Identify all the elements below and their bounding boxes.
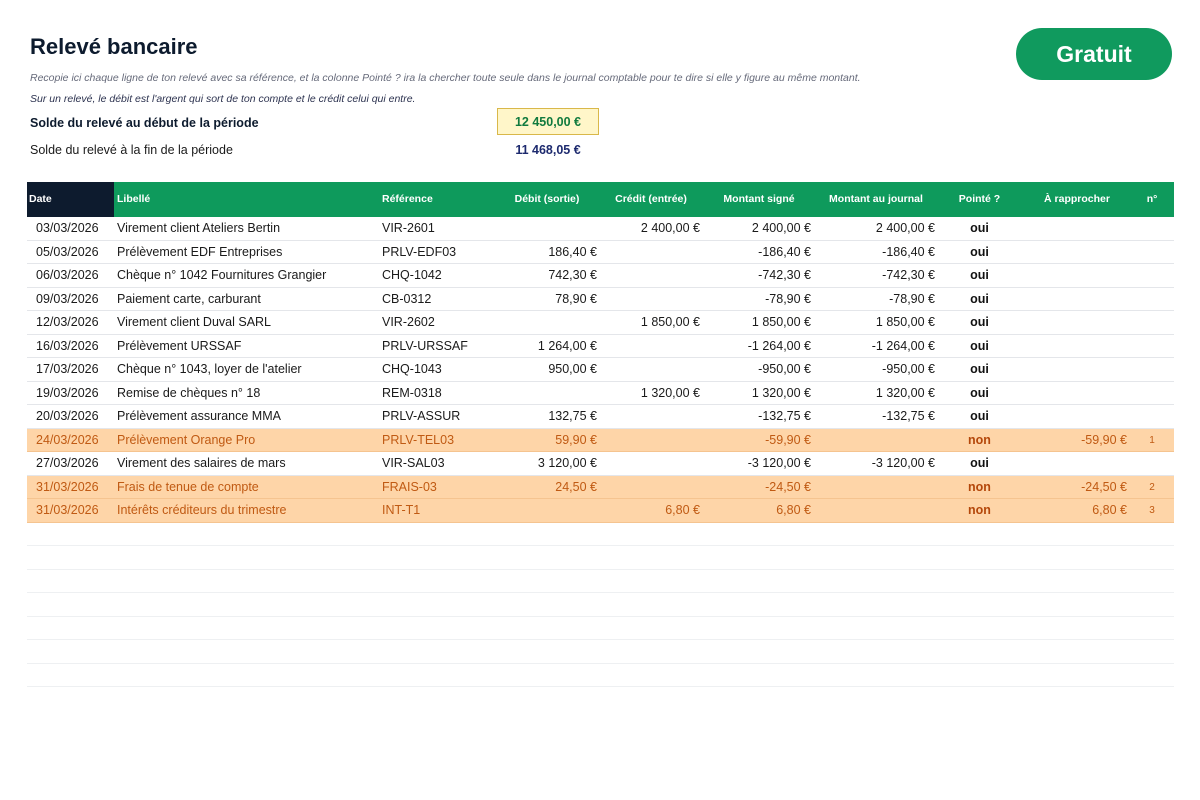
cell-reconcile[interactable]: -24,50 € (1081, 479, 1127, 494)
cell-number[interactable]: 1 (1149, 434, 1155, 446)
cell-signed-amount[interactable]: -132,75 € (758, 409, 811, 423)
cell-debit[interactable]: 3 120,00 € (537, 456, 597, 470)
cell-pointed[interactable]: oui (970, 268, 989, 282)
cell-label[interactable]: Virement client Ateliers Bertin (117, 221, 281, 235)
statement-table (27, 182, 1174, 687)
cell-signed-amount[interactable]: -742,30 € (758, 268, 811, 282)
empty-row[interactable] (27, 523, 1174, 547)
cell-debit[interactable]: 132,75 € (548, 409, 597, 423)
table-row[interactable] (27, 264, 1174, 288)
cell-label[interactable]: Intérêts créditeurs du trimestre (117, 503, 287, 517)
table-header (27, 182, 1174, 217)
cell-pointed[interactable]: non (968, 503, 991, 517)
cell-pointed[interactable]: oui (970, 291, 989, 306)
empty-row[interactable] (27, 546, 1174, 570)
table-row[interactable] (27, 241, 1174, 265)
cell-signed-amount[interactable]: -59,90 € (765, 432, 811, 447)
cell-reference[interactable]: PRLV-URSSAF (382, 338, 468, 353)
cell-label[interactable]: Prélèvement Orange Pro (117, 432, 256, 447)
empty-row[interactable] (27, 570, 1174, 594)
cell-pointed[interactable]: oui (970, 244, 989, 259)
cell-reference[interactable]: CB-0312 (382, 291, 432, 306)
table-row[interactable] (27, 476, 1174, 500)
table-body (27, 217, 1174, 687)
cell-date[interactable]: 09/03/2026 (36, 291, 99, 306)
header-number[interactable]: n° (1146, 193, 1158, 205)
cell-pointed[interactable]: oui (970, 456, 989, 470)
cell-pointed[interactable]: oui (970, 409, 989, 423)
empty-row[interactable] (27, 664, 1174, 688)
table-row[interactable] (27, 499, 1174, 523)
start-balance-label: Solde du relevé au début de la période (30, 116, 259, 130)
empty-row[interactable] (27, 617, 1174, 641)
empty-row[interactable] (27, 593, 1174, 617)
cell-reference[interactable]: CHQ-1043 (382, 362, 442, 376)
cell-date[interactable]: 31/03/2026 (36, 503, 99, 517)
cell-reference[interactable]: PRLV-ASSUR (382, 409, 461, 423)
cell-date[interactable]: 12/03/2026 (36, 315, 99, 329)
header-reference[interactable]: Référence (382, 193, 433, 205)
header-date[interactable]: Date (29, 193, 52, 205)
cell-number[interactable]: 2 (1149, 481, 1155, 493)
header-signed-amount[interactable]: Montant signé (723, 193, 795, 205)
cell-debit[interactable]: 742,30 € (548, 268, 597, 282)
cell-credit[interactable]: 1 850,00 € (640, 315, 700, 329)
header-pointed[interactable]: Pointé ? (958, 193, 1001, 205)
cell-label[interactable]: Paiement carte, carburant (117, 291, 261, 306)
cell-signed-amount[interactable]: 1 850,00 € (751, 315, 811, 329)
table-row[interactable] (27, 335, 1174, 359)
cell-date[interactable]: 03/03/2026 (36, 221, 99, 235)
table-row[interactable] (27, 405, 1174, 429)
cell-journal-amount[interactable]: -3 120,00 € (871, 456, 935, 470)
cell-journal-amount[interactable]: 1 320,00 € (875, 385, 935, 400)
cell-signed-amount[interactable]: -3 120,00 € (747, 456, 811, 470)
cell-label[interactable]: Remise de chèques n° 18 (117, 385, 261, 400)
cell-pointed[interactable]: oui (970, 315, 989, 329)
table-row[interactable] (27, 429, 1174, 453)
cell-pointed[interactable]: non (968, 432, 991, 447)
free-badge-button[interactable]: Gratuit (1016, 28, 1172, 80)
cell-reference[interactable]: VIR-2601 (382, 221, 435, 235)
cell-journal-amount[interactable]: -78,90 € (889, 291, 935, 306)
header-debit[interactable]: Débit (sortie) (514, 193, 580, 205)
cell-debit[interactable]: 186,40 € (548, 244, 597, 259)
cell-journal-amount[interactable]: 1 850,00 € (875, 315, 935, 329)
cell-credit[interactable]: 6,80 € (665, 503, 700, 517)
cell-label[interactable]: Prélèvement assurance MMA (117, 409, 281, 423)
cell-credit[interactable]: 2 400,00 € (640, 221, 700, 235)
cell-debit[interactable]: 1 264,00 € (537, 338, 597, 353)
cell-signed-amount[interactable]: -950,00 € (758, 362, 811, 376)
cell-pointed[interactable]: oui (970, 385, 989, 400)
cell-reconcile[interactable]: 6,80 € (1092, 503, 1127, 517)
cell-signed-amount[interactable]: 6,80 € (776, 503, 811, 517)
header-credit[interactable]: Crédit (entrée) (615, 193, 687, 205)
cell-date[interactable]: 16/03/2026 (36, 338, 99, 353)
page-title: Relevé bancaire (30, 34, 198, 59)
cell-label[interactable]: Prélèvement EDF Entreprises (117, 244, 283, 259)
instruction-note: Recopie ici chaque ligne de ton relevé avec sa référence, et la colonne Pointé ? ira la chercher toute seule dans le journal comptable pour te dire si elle y figure au même montant. (30, 72, 861, 84)
cell-label[interactable]: Chèque n° 1043, loyer de l'atelier (117, 362, 302, 376)
cell-date[interactable]: 06/03/2026 (36, 268, 99, 282)
cell-reference[interactable]: INT-T1 (382, 503, 421, 517)
cell-reconcile[interactable]: -59,90 € (1081, 432, 1127, 447)
cell-reference[interactable]: REM-0318 (382, 385, 442, 400)
cell-journal-amount[interactable]: 2 400,00 € (875, 221, 935, 235)
table-row[interactable] (27, 382, 1174, 406)
cell-journal-amount[interactable]: -186,40 € (882, 244, 935, 259)
table-row[interactable] (27, 288, 1174, 312)
cell-date[interactable]: 20/03/2026 (36, 409, 99, 423)
cell-label[interactable]: Chèque n° 1042 Fournitures Grangier (117, 268, 327, 282)
cell-signed-amount[interactable]: 2 400,00 € (751, 221, 811, 235)
cell-date[interactable]: 27/03/2026 (36, 456, 99, 470)
cell-reference[interactable]: VIR-2602 (382, 315, 435, 329)
cell-label[interactable]: Prélèvement URSSAF (117, 338, 242, 353)
cell-pointed[interactable]: oui (970, 338, 989, 353)
header-label[interactable]: Libellé (117, 193, 151, 205)
cell-reference[interactable]: PRLV-EDF03 (382, 244, 457, 259)
cell-date[interactable]: 17/03/2026 (36, 362, 99, 376)
cell-signed-amount[interactable]: -186,40 € (758, 244, 811, 259)
cell-pointed[interactable]: non (968, 479, 991, 494)
table-row[interactable] (27, 358, 1174, 382)
cell-reference[interactable]: CHQ-1042 (382, 268, 442, 282)
cell-journal-amount[interactable]: -950,00 € (882, 362, 935, 376)
cell-signed-amount[interactable]: -78,90 € (765, 291, 811, 306)
cell-signed-amount[interactable]: -1 264,00 € (747, 338, 811, 353)
cell-journal-amount[interactable]: -742,30 € (882, 268, 935, 282)
cell-pointed[interactable]: oui (970, 221, 989, 235)
header-reconcile[interactable]: À rapprocher (1044, 193, 1110, 205)
end-balance-value: 11 468,05 € (515, 142, 581, 157)
cell-label[interactable]: Virement client Duval SARL (117, 315, 272, 329)
table-row[interactable] (27, 452, 1174, 476)
cell-number[interactable]: 3 (1149, 505, 1155, 516)
cell-date[interactable]: 05/03/2026 (36, 244, 99, 259)
cell-journal-amount[interactable]: -1 264,00 € (871, 338, 935, 353)
cell-debit[interactable]: 950,00 € (548, 362, 597, 376)
end-balance-label: Solde du relevé à la fin de la période (30, 143, 233, 157)
cell-label[interactable]: Virement des salaires de mars (117, 456, 286, 470)
empty-row[interactable] (27, 640, 1174, 664)
cell-pointed[interactable]: oui (970, 362, 989, 376)
cell-debit[interactable]: 78,90 € (555, 291, 597, 306)
table-row[interactable] (27, 217, 1174, 241)
cell-debit[interactable]: 59,90 € (555, 432, 597, 447)
debit-credit-note: Sur un relevé, le débit est l'argent qui sort de ton compte et le crédit celui qui entre. (30, 93, 416, 105)
cell-label[interactable]: Frais de tenue de compte (117, 479, 259, 494)
table-row[interactable] (27, 311, 1174, 335)
cell-signed-amount[interactable]: 1 320,00 € (751, 385, 811, 400)
cell-credit[interactable]: 1 320,00 € (640, 385, 700, 400)
cell-journal-amount[interactable]: -132,75 € (882, 409, 935, 423)
cell-signed-amount[interactable]: -24,50 € (765, 479, 811, 494)
cell-date[interactable]: 24/03/2026 (36, 432, 99, 447)
header-journal-amount[interactable]: Montant au journal (829, 193, 923, 205)
cell-debit[interactable]: 24,50 € (555, 479, 597, 494)
start-balance-input[interactable]: 12 450,00 € (497, 108, 599, 135)
cell-reference[interactable]: FRAIS-03 (382, 479, 437, 494)
cell-date[interactable]: 19/03/2026 (36, 385, 99, 400)
cell-reference[interactable]: VIR-SAL03 (382, 456, 445, 470)
cell-reference[interactable]: PRLV-TEL03 (382, 432, 455, 447)
cell-date[interactable]: 31/03/2026 (36, 479, 99, 494)
